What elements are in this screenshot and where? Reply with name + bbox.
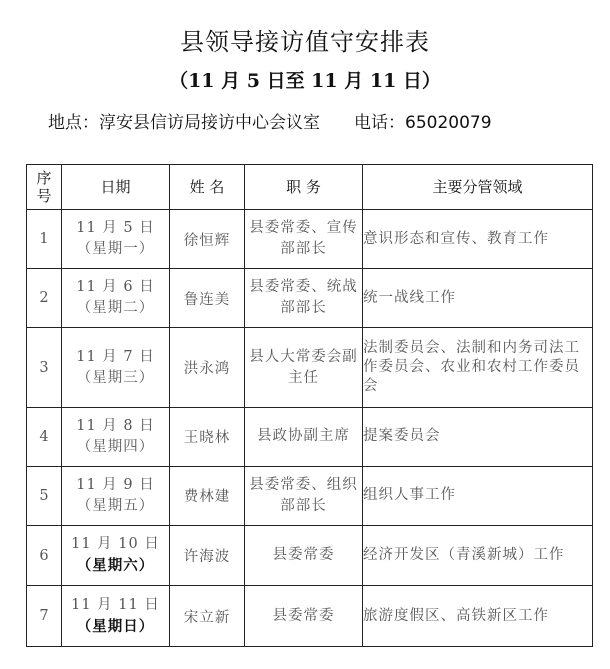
row-number: 6 (27, 526, 62, 586)
date-text: 11 月 9 日 (76, 476, 155, 493)
date-cell (62, 407, 170, 466)
row-number: 1 (27, 210, 62, 269)
table-row (27, 466, 593, 525)
table-row (27, 269, 593, 328)
date-text: 11 月 6 日 (76, 279, 155, 296)
phone-text: 电话：65020079 (354, 113, 492, 133)
position-cell: 县委常委 (245, 586, 363, 647)
position-cell: 县政协副主席 (245, 407, 363, 466)
name-cell: 费林建 (170, 466, 245, 525)
date-cell (62, 586, 170, 647)
date-cell (62, 210, 170, 269)
area-cell: 经济开发区（青溪新城）工作 (363, 526, 593, 586)
position-cell: 县委常委、宣传部部长 (245, 210, 363, 269)
table-row (27, 526, 593, 586)
weekday-text: （星期三） (76, 369, 155, 386)
name-cell: 洪永鸿 (170, 328, 245, 408)
column-header-no: 序号 (27, 165, 62, 210)
row-number: 5 (27, 466, 62, 525)
date-text: 11 月 8 日 (76, 417, 155, 434)
column-header-area: 主要分管领域 (363, 165, 593, 210)
name-cell: 鲁连美 (170, 269, 245, 328)
row-number: 3 (27, 328, 62, 408)
table-row (27, 210, 593, 269)
area-cell: 组织人事工作 (363, 466, 593, 525)
schedule-table (26, 164, 593, 647)
area-cell: 统一战线工作 (363, 269, 593, 328)
weekday-text: （星期二） (76, 300, 155, 317)
position-cell: 县委常委、组织部部长 (245, 466, 363, 525)
area-cell: 提案委员会 (363, 407, 593, 466)
table-row (27, 328, 593, 408)
weekday-text: （星期日） (76, 617, 155, 635)
area-cell: 意识形态和宣传、教育工作 (363, 210, 593, 269)
row-number: 4 (27, 407, 62, 466)
position-cell: 县人大常委会副主任 (245, 328, 363, 408)
name-cell: 许海波 (170, 526, 245, 586)
date-text: 11 月 7 日 (76, 348, 155, 365)
row-number: 2 (27, 269, 62, 328)
row-number: 7 (27, 586, 62, 647)
name-cell: 宋立新 (170, 586, 245, 647)
table-header-row (27, 165, 593, 210)
area-cell: 法制委员会、法制和内务司法工作委员会、农业和农村工作委员会 (363, 328, 593, 408)
date-text: 11 月 11 日 (71, 596, 160, 613)
weekday-text: （星期五） (76, 497, 155, 514)
date-range-subtitle: （11 月 5 日至 11 月 11 日） (169, 70, 441, 92)
position-cell: 县委常委 (245, 526, 363, 586)
area-cell: 旅游度假区、高铁新区工作 (363, 586, 593, 647)
table-row (27, 586, 593, 647)
date-cell (62, 328, 170, 408)
weekday-text: （星期四） (76, 438, 155, 455)
date-cell (62, 526, 170, 586)
date-cell (62, 269, 170, 328)
date-cell (62, 466, 170, 525)
weekday-text: （星期六） (76, 557, 155, 575)
weekday-text: （星期一） (76, 241, 155, 258)
column-header-date: 日期 (62, 165, 170, 210)
date-text: 11 月 10 日 (71, 536, 160, 553)
name-cell: 徐恒辉 (170, 210, 245, 269)
page-title: 县领导接访值守安排表 (180, 28, 430, 56)
column-header-name: 姓 名 (170, 165, 245, 210)
location-line (48, 108, 608, 133)
table-row (27, 407, 593, 466)
date-text: 11 月 5 日 (76, 220, 155, 237)
column-header-position: 职 务 (245, 165, 363, 210)
name-cell: 王晓林 (170, 407, 245, 466)
position-cell: 县委常委、统战部部长 (245, 269, 363, 328)
location-text: 地点：淳安县信访局接访中心会议室 (48, 113, 320, 133)
